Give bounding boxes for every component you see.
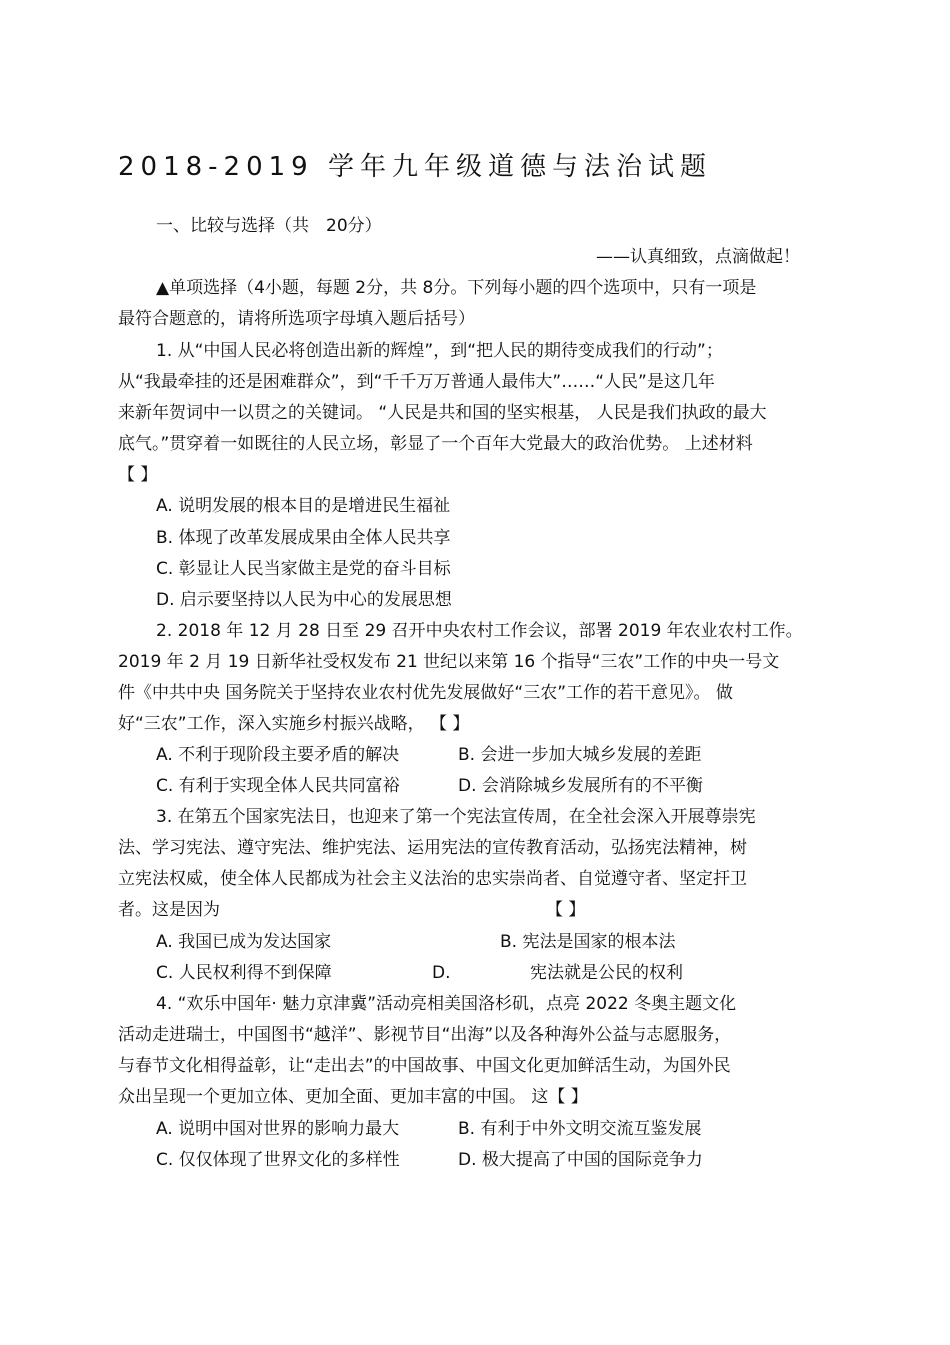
q2-stem-line: 2019 年 2 月 19 日新华社受权发布 21 世纪以来第 16 个指导“三农”工作的中央一号文	[118, 652, 780, 672]
section-heading: 一、比较与选择（共 20分）	[156, 216, 382, 236]
q2-option-b: B. 会进一步加大城乡发展的差距	[458, 745, 702, 765]
q4-option-a: A. 说明中国对世界的影响力最大	[156, 1119, 400, 1139]
q1-option-b: B. 体现了改革发展成果由全体人民共享	[156, 528, 451, 548]
page-title: 2018-2019 学年九年级道德与法治试题	[118, 152, 712, 182]
q1-option-a: A. 说明发展的根本目的是增进民生福祉	[156, 496, 451, 516]
q1-stem-line: 来新年贺词中一以贯之的关键词。 “人民是共和国的坚实根基， 人民是我们执政的最大	[118, 403, 767, 423]
q2-option-a: A. 不利于现阶段主要矛盾的解决	[156, 745, 400, 765]
q4-option-b: B. 有利于中外文明交流互鉴发展	[458, 1119, 702, 1139]
q2-option-d: D. 会消除城乡发展所有的不平衡	[458, 776, 703, 796]
section-motto: ——认真细致，点滴做起！	[596, 247, 800, 267]
q1-stem-line: 底气。”贯穿着一如既往的人民立场，彰显了一个百年大党最大的政治优势。 上述材料	[118, 434, 753, 454]
q3-stem-line: 法、学习宪法、遵守宪法、维护宪法、运用宪法的宣传教育活动，弘扬宪法精神，树	[118, 838, 747, 858]
q1-stem-line: 从“我最牵挂的还是困难群众”，到“千千万万普通人最伟大”……“人民”是这几年	[118, 372, 715, 392]
q1-answer-bracket: 【 】	[118, 465, 158, 485]
q4-option-c: C. 仅仅体现了世界文化的多样性	[156, 1150, 400, 1170]
q2-option-c: C. 有利于实现全体人民共同富裕	[156, 776, 400, 796]
instruction-line: 最符合题意的，请将所选项字母填入题后括号）	[118, 309, 475, 329]
q4-option-d: D. 极大提高了中国的国际竞争力	[458, 1150, 703, 1170]
q2-stem-line: 件《中共中央 国务院关于坚持农业农村优先发展做好“三农”工作的若干意见》。 做	[118, 683, 733, 703]
q1-stem-line: 1. 从“中国人民必将创造出新的辉煌”，到“把人民的期待变成我们的行动”；	[156, 341, 723, 361]
q3-option-b: B. 宪法是国家的根本法	[500, 932, 676, 952]
q4-stem-line: 4. “欢乐中国年· 魅力京津冀”活动亮相美国洛杉矶，点亮 2022 冬奥主题文化	[156, 994, 737, 1014]
q2-stem-line: 好“三农”工作，深入实施乡村振兴战略， 【 】	[118, 714, 470, 734]
q3-answer-bracket: 【 】	[546, 900, 586, 920]
q3-stem-line: 3. 在第五个国家宪法日，也迎来了第一个宪法宣传周，在全社会深入开展尊崇宪	[156, 807, 756, 827]
q3-option-a: A. 我国已成为发达国家	[156, 932, 332, 952]
q4-stem-line: 活动走进瑞士，中国图书“越洋”、影视节目“出海”以及各种海外公益与志愿服务，	[118, 1025, 732, 1045]
q3-option-c: C. 人民权利得不到保障	[156, 963, 332, 983]
q4-stem-line: 与春节文化相得益彰，让“走出去”的中国故事、中国文化更加鲜活生动，为国外民	[118, 1056, 731, 1076]
q3-stem-line: 者。这是因为	[118, 900, 220, 920]
instruction-line: ▲单项选择（4小题，每题 2分，共 8分。下列每小题的四个选项中，只有一项是	[156, 278, 757, 298]
q3-option-d-letter: D.	[432, 963, 451, 983]
q1-option-c: C. 彰显让人民当家做主是党的奋斗目标	[156, 559, 451, 579]
q2-stem-line: 2. 2018 年 12 月 28 日至 29 召开中央农村工作会议，部署 2019 年农业农村工作。	[156, 621, 803, 641]
q3-stem-line: 立宪法权威，使全体人民都成为社会主义法治的忠实崇尚者、自觉遵守者、坚定扞卫	[118, 869, 747, 889]
q4-stem-line: 众出呈现一个更加立体、更加全面、更加丰富的中国。 这【 】	[118, 1087, 588, 1107]
q1-option-d: D. 启示要坚持以人民为中心的发展思想	[156, 590, 452, 610]
q3-option-d-text: 宪法就是公民的权利	[530, 963, 683, 983]
